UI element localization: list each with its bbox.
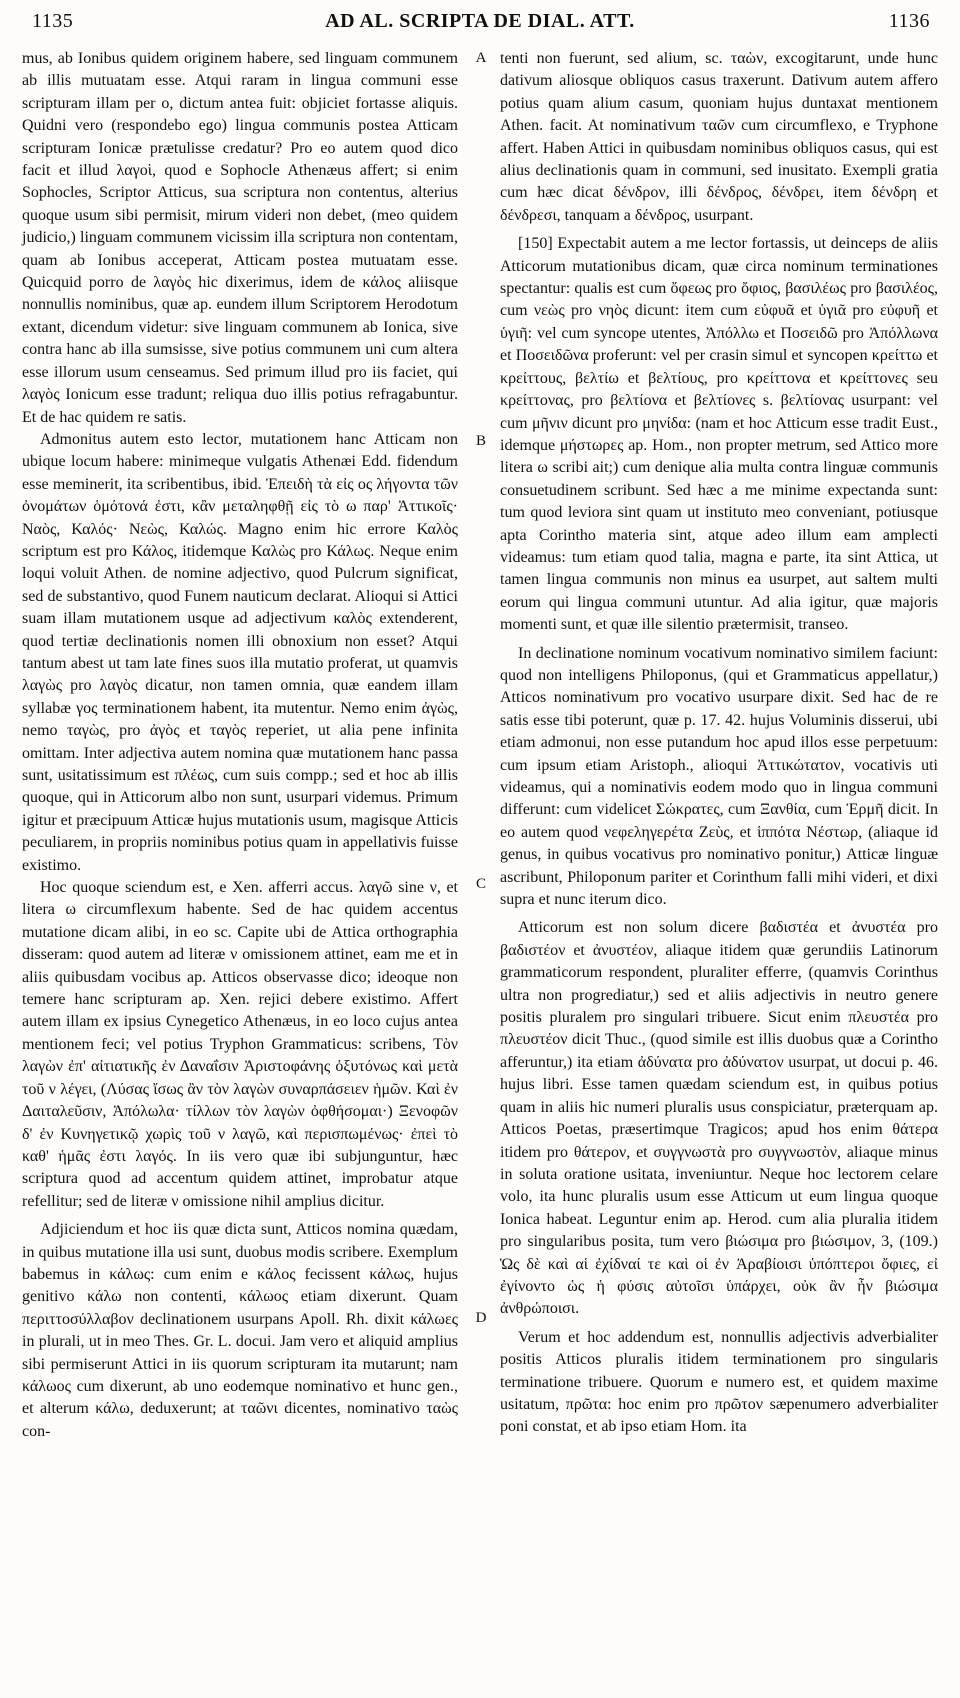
running-title: AD AL. SCRIPTA DE DIAL. ATT. [325,10,635,32]
page-number-left: 1135 [32,10,74,32]
paragraph: In declinatione nominum vocativum nominativo similem faciunt: quod non intelligens Philoponus, (qui et Grammaticus appellatur,) Atticos nominativum pro vocativo usurpare dixit. Sed hac de re satis esse tibi poterunt, quæ p. 17. 42. hujus Voluminis disserui, ubi etiam admonui, non esse putandum hoc apud illos esse perpetuum: cum ipsum etiam Aristoph., alioqui Ἀττικώτατον, vocativis uti videamus, qui a nominativis eodem modo quo in lingua communi differunt: cum videlicet Σώκρατες, cum Ξανθία, cum Ἑρμῆ dicit. In eo autem quod νεφεληγερέτα Ζεὺς, et ἱππότα Νέστωρ, (aliaque id genus, in quibus vocativus pro nominativo ponitur,) Atticæ linguæ ascribunt, Philoponum pariter et Corinthum falli mihi videri, et dixi supra et nunc iterum dico. [500,644,938,909]
paragraph: Atticorum est non solum dicere βαδιστέα et ἀνυστέα pro βαδιστέον et ἀνυστέον, aliaque itidem quæ gerundiis Latinorum grammaticorum respondent, pluraliter efferre, (quamvis Corinthus ultra non progrediatur,) sed et aliis adjectivis in neutro genere positis pluralem pro singulari tribuere. Sicut enim πλευστέα pro πλευστέον dicit Thuc., (quod simile est illis duobus quæ a Corintho afferuntur,) ita etiam ἀδύνατα pro ἀδύνατον usurpat, ut docui p. 46. hujus libri. Esse tamen quædam sciendum est, in quibus potius quam in aliis hic numeri pluralis usus conspiciatur, præterquam ap. Atticos Poetas, præsertimque Tragicos; apud hos enim θάτερα itidem pro θάτερον, et συγγνωστὰ pro συγγνωστὸν, aliaque minus in soluta oratione usitata, inveniuntur. Neque hoc lectorem celare volo, ita hunc pluralis usum esse Atticum ut eum lingua quoque Ionica habeat. Leguntur enim ap. Herod. cum alia pluralia itidem pro singularibus posita, tum vero βιώσιμα pro βιώσιμον, 3, (109.) Ὡς δὲ καὶ αἱ ἐχίδναί τε καὶ οἱ ἐν Ἀραβίοισι ὑπόπτεροι ὄφιες, εἰ ἐγίνοντο ὡς ἡ φύσις αὐτοῖσι ὑπάρχει, οὐκ ἂν ἦν βιώσιμα ἀνθρώποισι. [500,919,938,1318]
paragraph: tenti non fuerunt, sed alium, sc. ταὼν, excogitarunt, unde hunc dativum aliosque obliquos casus traxerunt. Dativum autem affero potius quam alium casum, quoniam hujus duntaxat mentionem Athen. facit. At nominativum ταῶν cum circumflexo, e Tryphone affert. Haben Attici in quibusdam nominibus obliquos casus, qui est alius declinationis quam in communi, sed inusitato. Exempli gratia cum hæc dicat δένδρον, illi δένδρος, δένδρει, item δένδρη et δένδρεσι, tanquam a δένδρος, usurpant. [500,50,938,224]
margin-letter-d: D [475,1310,487,1326]
margin-letter-b: B [475,433,486,449]
left-column [22,48,458,1443]
paragraph: Admonitus autem esto lector, mutationem hanc Atticam non ubique locum habere: minimeque vulgatis Athenæi Edd. fidendum esse meminerit, ita scribentibus, ibid. Ἐπειδὴ τὰ εἰς ος λήγοντα τῶν ὀνομάτων ὁμότονά ἐστι, κἂν μεταληφθῇ εἰς τὸ ω παρ' Ἀττικοῖς· Ναὸς, Καλός· Νεὼς, Καλώς. Magno enim hic errore Καλὸς scriptum est pro Κάλος, itidemque Καλὼς pro Κάλως. Neque enim loqui voluit Athen. de nomine adjectivo, quod Pulcrum significat, sed de substantivo, quod Funem nauticum declarat. Alioqui si Attici suam illam mutationem usque ad adjectivum καλὸς extenderent, quod tertiæ declinationis nomen illi obnoxium non esset? Atqui tantum abest ut tam late fines suos illa mutatio proferat, ut quamvis λαγὼς pro λαγὸς dicatur, non tamen omnia, quæ eandem illam syllabæ γος terminationem habent, ita mutentur. Nemo enim ἀγὼς, nemo ταγὼς, pro ἀγὸς et ταγὸς reperiet, ut alia pene infinita omittam. Inter adjectiva autem nomina quæ mutationem hanc passa sunt, usitatissimum est πλέως, cum suis compp.; sed et hoc ab illis quoque, qui in Atticorum albo non sunt, usurpari videmus. Primum igitur et præcipuum Atticæ hujus mutationis usum, magisque Atticis peculiarem, in propriis nominibus potius quam in appellativis fuisse existimo. [22,430,458,874]
margin-letter-c: C [475,876,486,892]
paragraph: [150] Expectabit autem a me lector fortassis, ut deinceps de aliis Atticorum mutationibus dicam, quæ circa nominum terminationes spectantur: qualis est cum ὄφεως pro ὄφιος, βασιλέως pro βασιλέος, cum νεὼς pro νηὸς dicunt: item cum εὐφυᾶ et ὑγιᾶ pro εὐφυῆ et ὑγιῆ: vel cum syncope utentes, Ἀπόλλω et Ποσειδῶ pro Ἀπόλλωνα et Ποσειδῶνα proferunt: vel per crasin simul et syncopen κρείττω et κρείττους, βελτίω et βελτίους, pro κρείττονα et κρείττονες seu κρείττονας, pro βελτίονα et βελτίονες s. βελτίονας usurpant: vel cum μῆνιν dicunt pro μηνίδα: (nam et hoc Atticum esse tradit Eust., idemque μήστωρες ap. Hom., non propter metrum, sed Attico more litera ω scribi ait;) cum denique alia multa contra linguæ communis consuetudinem scribunt. Sed hæc a me minime expectanda sunt: tum quod leviora sint quam ut instituto meo conveniant, potiusque apta Corintho materia sint, atque adeo illum eam amplecti videamus: tum etiam quod talia, magna e parte, ita sint Attica, ut tamen lingua communis non minus ea usurpet, aut saltem multi eorum qui lingua communi utuntur. Ad alia igitur, quæ majoris momenti sunt, et quæ ille silentio prætermisit, transeo. [500,235,938,634]
page-number-right: 1136 [888,10,930,32]
paragraph: Hoc quoque sciendum est, e Xen. afferri accus. λαγῶ sine ν, et litera ω circumflexum habente. Sed de hac quidem accentus mutatione dicam alibi, in eo sc. Capite ubi de Attica orthographia disseram: quod autem ad literæ ν omissionem attinet, eam me et in aliis quibusdam vocibus ap. Atticos observasse dico; ideoque non temere hanc scripturam ap. Xen. rejici debere existimo. Affert autem illam ex ipsius Cynegetico Athenæus, in eo loco cujus antea mentionem feci; vel potius Tryphon Grammaticus: scribens, Τὸν λαγὼν ἐπ' αἰτιατικῆς ἐν Δαναΐσιν Ἀριστοφάνης ὀξυτόνως καὶ μετὰ τοῦ ν λέγει, (Λύσας ἴσως ἂν τὸν λαγὼν συναρπάσειεν ἡμῶν. Καὶ ἐν Δαιταλεῦσιν, Ἀπόλωλα· τίλλων τὸν λαγὼν ὀφθήσομαι·) Ξενοφῶν δ' ἐν Κυνηγετικῷ χωρὶς τοῦ ν λαγῶ, καὶ περισπωμένως· ἐπεὶ τὸ καθ' ἡμᾶς ἐστι λαγός. In iis vero quæ ibi subjunguntur, hæc scriptura quod ad accentum quidem attinet, improbatur atque refellitur; sed de literæ ν omissione nihil amplius dicitur. [22,879,458,1210]
paragraph: Adjiciendum et hoc iis quæ dicta sunt, Atticos nomina quædam, in quibus mutatione illa usi sunt, duobus modis scribere. Exemplum babemus in κάλως: cum enim e κάλος fecissent κάλως, hujus genitivo κάλω non contenti, κάλωος etiam dixerunt. Quam περιττοσύλλαβον declinationem usurpans Apoll. Rh. dixit κάλωες in plurali, ut in meo Thes. Gr. L. docui. Jam vero et aliquid amplius sibi permiserunt Attici in iis quorum scripturam ita mutarunt; nam κάλωος cum dixerunt, ab uno eodemque nominativo et hunc gen., et alterum κάλω, deduxerunt; at ταῶνι dicentes, nominativo ταὼς con- [22,1221,458,1440]
paragraph: mus, ab Ionibus quidem originem habere, sed linguam communem ab illis mutuatam esse. Atqui raram in lingua communi esse scripturam illam per ο, dictum antea fuit: objiciet fortasse aliquis. Quidni vero (respondebo ego) lingua communis postea Atticam scripturam Ionicæ prætulisse credatur? Pro eo autem quod dico facit et illud λαγοὶ, quod e Sophocle Athenæus affert; si enim Sophocles, Scriptor Atticus, sua scriptura non contentus, alterius quoque usum sibi permisit, mirum videri non debet, (meo quidem judicio,) linguam communem vicissim illa scriptura non contentam, quam ab Ionibus acceperat, Atticam postea mutuatam esse. Quicquid porro de λαγὸς hic dixerimus, idem de κάλος aliisque nonnullis nominibus, quæ ap. eundem illum Scriptorem Herodotum extant, dicendum videtur: sive linguam communem ab Ionica, sive contra hanc ab illa sumsisse, sive potius communem uni cum altera esse illorum usum censeamus. Sed primum illud pro iis faciet, qui λαγὸς Ionicum esse tradunt; reliqua duo illis potius refragabuntur. Et de hac quidem re satis. [22,50,458,426]
running-header [0,10,960,38]
margin-letter-a: A [475,50,487,66]
right-column [500,48,938,1439]
paragraph: Verum et hoc addendum est, nonnullis adjectivis adverbialiter positis Atticos pluralis itidem terminationem pro singularis terminatione tribuere. Quorum e numero est, et quidem maxime usitatum, πρῶτα: hoc enim pro πρῶτον sæpenumero adverbialiter poni constat, et ab ipso etiam Hom. ita [500,1328,938,1436]
